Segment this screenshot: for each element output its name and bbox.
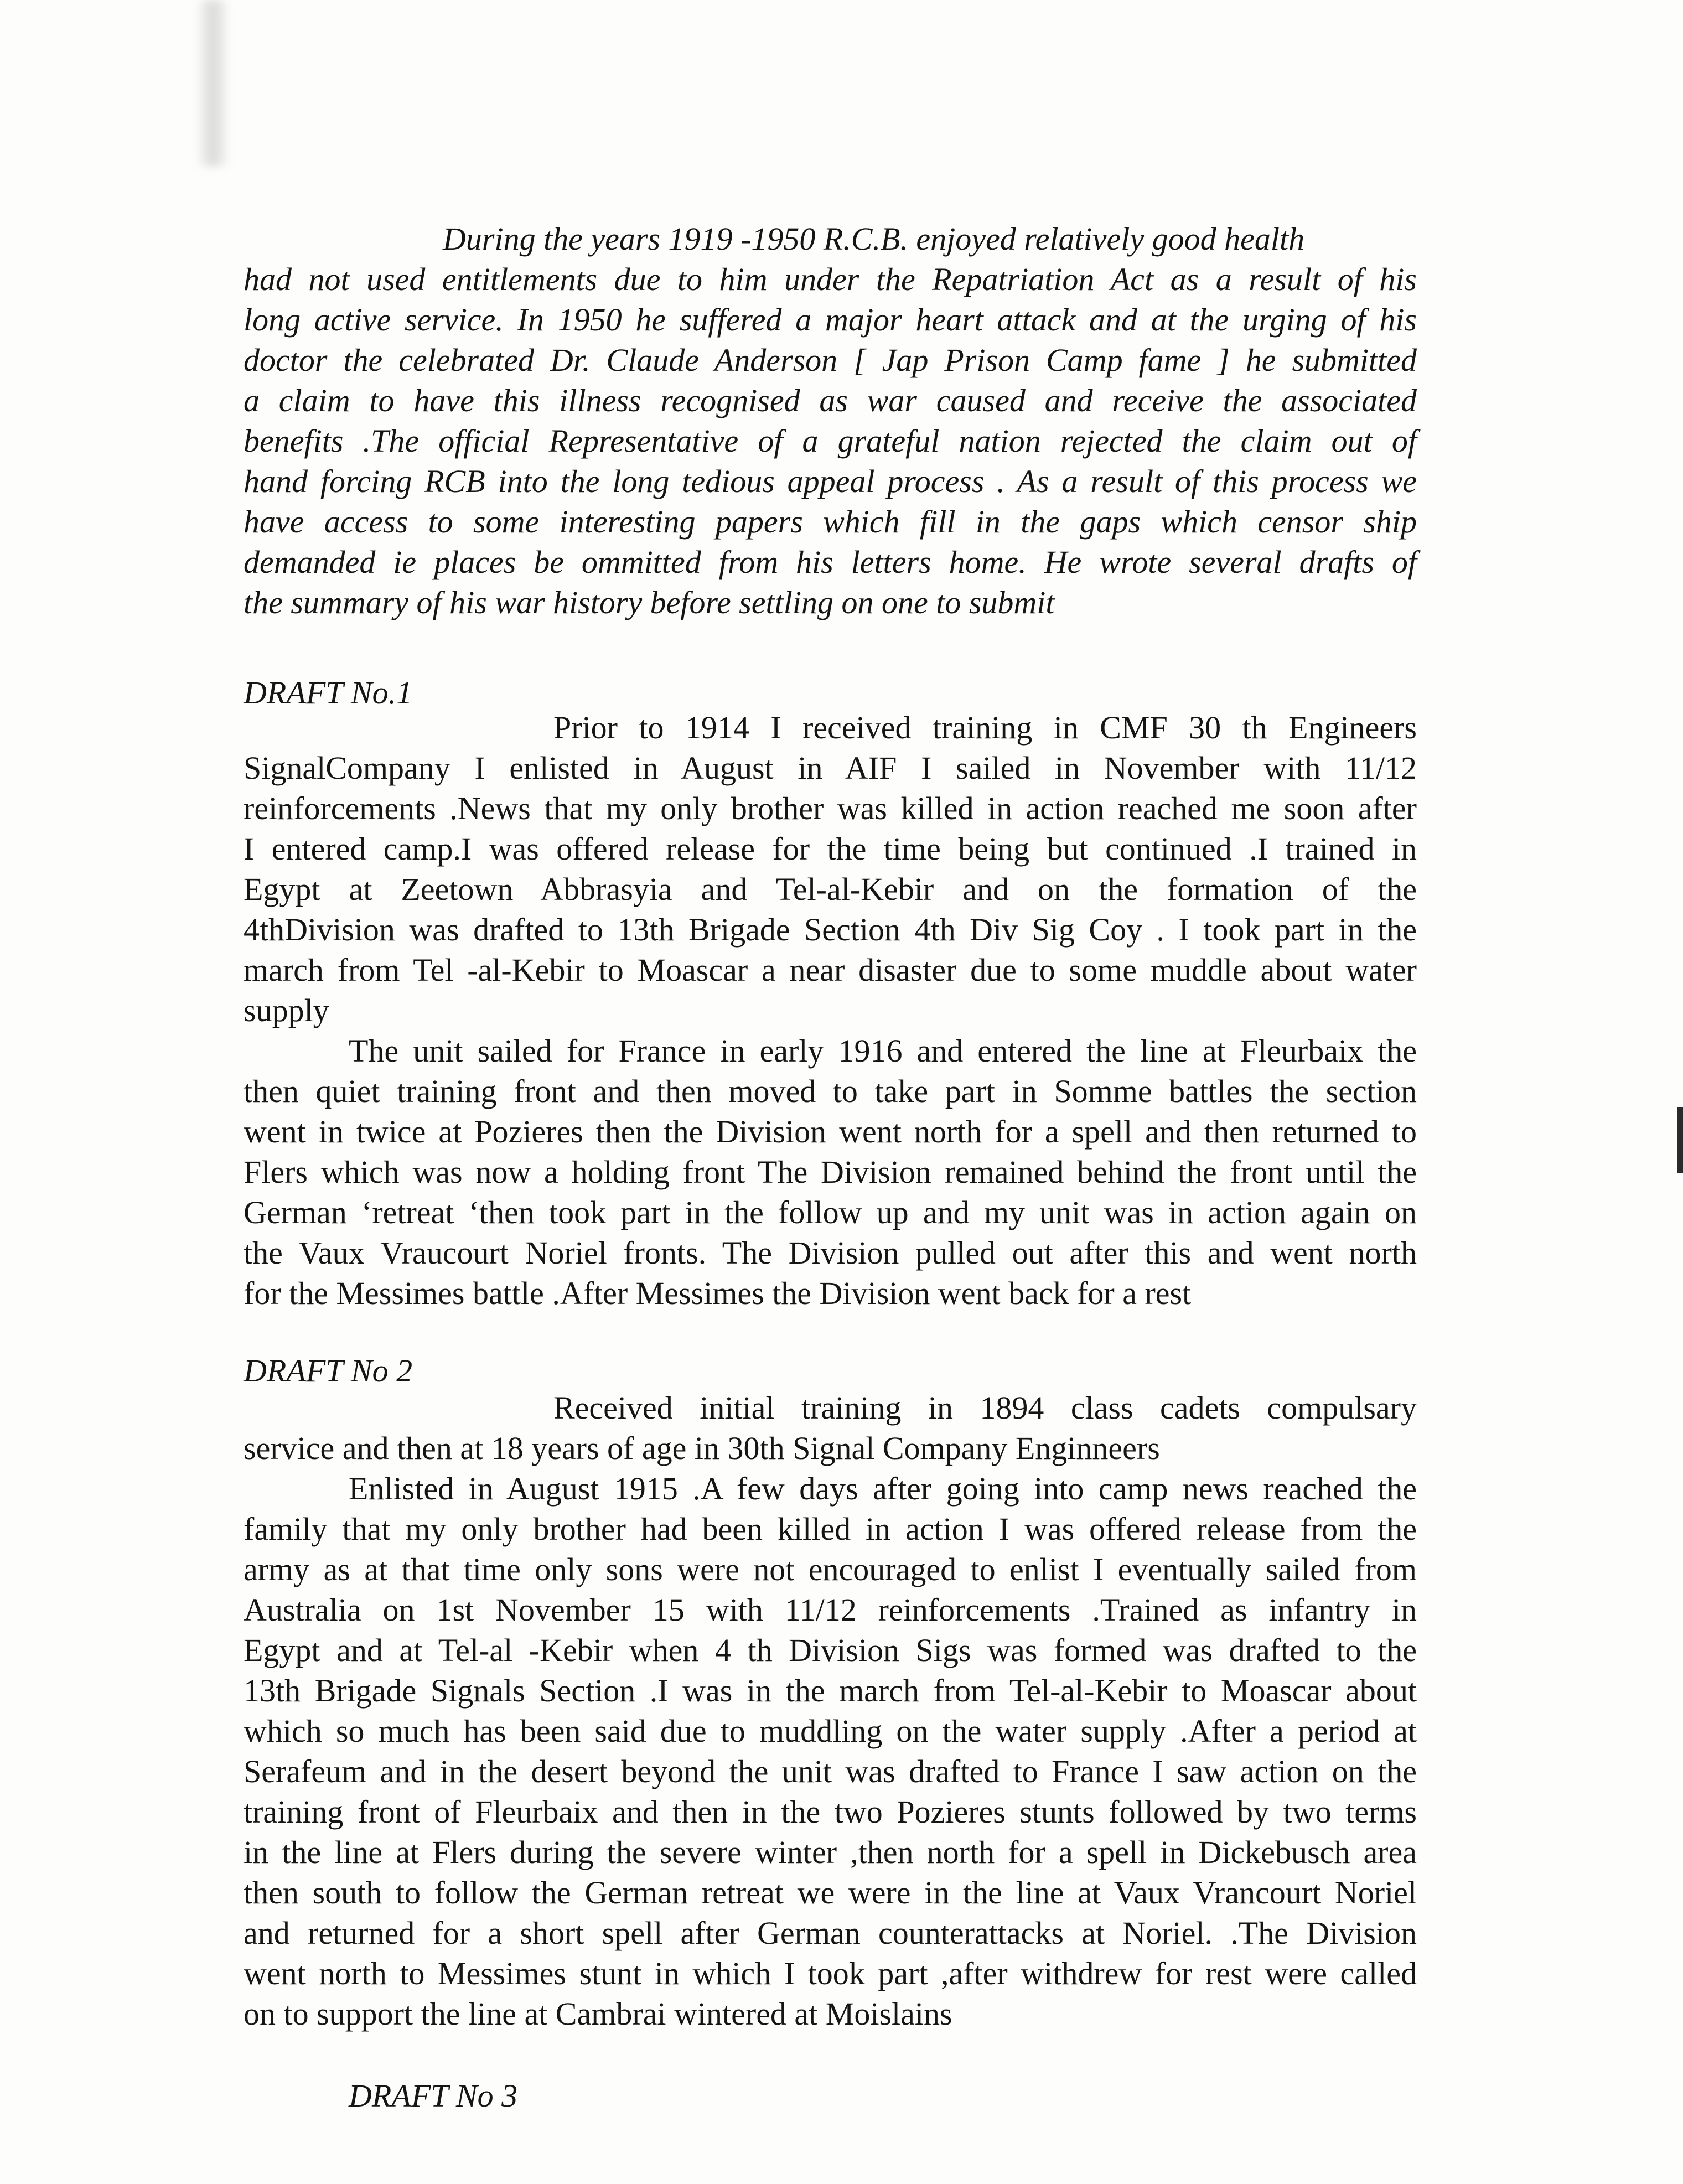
draft-2-line: then south to follow the German retreat we were in the line at Vaux Vrancourt Noriel: [244, 1875, 1417, 1911]
intro-paragraph: [244, 219, 1417, 623]
draft-2-line: Australia on 1st November 15 with 11/12 reinforcements .Trained as infantry in: [244, 1592, 1417, 1628]
intro-line: had not used entitlements due to him under the Repatriation Act as a result of his: [244, 261, 1417, 297]
draft-1-line: German ‘retreat ‘then took part in the follow up and my unit was in action again on: [244, 1194, 1417, 1230]
draft-1-line: then quiet training front and then moved to take part in Somme battles the section: [244, 1073, 1417, 1109]
draft-1-line: I entered camp.I was offered release for the time being but continued .I trained in: [244, 831, 1417, 867]
draft-2-line: Received initial training in 1894 class cadets compulsary: [553, 1390, 1417, 1426]
draft-2-heading: DRAFT No 2: [244, 1353, 413, 1389]
draft-1-line: The unit sailed for France in early 1916 and entered the line at Fleurbaix the: [349, 1033, 1417, 1069]
draft-1-line: 4thDivision was drafted to 13th Brigade Section 4th Div Sig Coy . I took part in the: [244, 912, 1417, 948]
scan-edge-mark: [1677, 1107, 1683, 1173]
intro-line: long active service. In 1950 he suffered a major heart attack and at the urging of his: [244, 302, 1417, 338]
scan-smudge: [196, 0, 230, 166]
draft-2-line: family that my only brother had been killed in action I was offered release from the: [244, 1511, 1417, 1547]
draft-1-heading: DRAFT No.1: [244, 675, 413, 711]
draft-2-line: went north to Messimes stunt in which I took part ,after withdrew for rest were called: [244, 1955, 1417, 1991]
draft-1-line: reinforcements .News that my only brother was killed in action reached me soon after: [244, 790, 1417, 826]
intro-line: demanded ie places be ommitted from his letters home. He wrote several drafts of: [244, 544, 1417, 580]
draft-2-line: Egypt and at Tel-al -Kebir when 4 th Division Sigs was formed was drafted to the: [244, 1632, 1417, 1668]
draft-2-line: Enlisted in August 1915 .A few days after going into camp news reached the: [349, 1471, 1417, 1507]
draft-1-line: march from Tel -al-Kebir to Moascar a near disaster due to some muddle about water: [244, 952, 1417, 988]
draft-1-line: Egypt at Zeetown Abbrasyia and Tel-al-Kebir and on the formation of the: [244, 871, 1417, 907]
draft-2-line: army as at that time only sons were not encouraged to enlist I eventually sailed from: [244, 1551, 1417, 1587]
draft-1-line: for the Messimes battle .After Messimes the Division went back for a rest: [244, 1275, 1192, 1311]
intro-line: the summary of his war history before settling on one to submit: [244, 584, 1055, 620]
draft-2-line: on to support the line at Cambrai wintered at Moislains: [244, 1996, 952, 2032]
intro-line: doctor the celebrated Dr. Claude Anderson [ Jap Prison Camp fame ] he submitted: [244, 342, 1417, 378]
draft-1-line: the Vaux Vraucourt Noriel fronts. The Division pulled out after this and went north: [244, 1235, 1417, 1271]
draft-1-line: went in twice at Pozieres then the Division went north for a spell and then returned to: [244, 1114, 1417, 1150]
draft-1-line: supply: [244, 992, 329, 1028]
draft-1-line: Prior to 1914 I received training in CMF 30 th Engineers: [553, 710, 1417, 746]
draft-2-line: service and then at 18 years of age in 30th Signal Company Enginneers: [244, 1430, 1160, 1466]
draft-2-line: 13th Brigade Signals Section .I was in the march from Tel-al-Kebir to Moascar about: [244, 1673, 1417, 1709]
draft-2-body: [244, 1388, 1417, 2034]
draft-1-line: Flers which was now a holding front The Division remained behind the front until the: [244, 1154, 1417, 1190]
draft-2-line: training front of Fleurbaix and then in the two Pozieres stunts followed by two terms: [244, 1794, 1417, 1830]
intro-line: hand forcing RCB into the long tedious appeal process . As a result of this process we: [244, 463, 1417, 499]
intro-line: a claim to have this illness recognised as war caused and receive the associated: [244, 382, 1417, 418]
draft-2-line: and returned for a short spell after German counterattacks at Noriel. .The Division: [244, 1915, 1417, 1951]
draft-1-line: SignalCompany I enlisted in August in AIF I sailed in November with 11/12: [244, 750, 1417, 786]
draft-2-line: Serafeum and in the desert beyond the unit was drafted to France I saw action on the: [244, 1753, 1417, 1789]
intro-line: have access to some interesting papers which fill in the gaps which censor ship: [244, 504, 1417, 540]
draft-2-line: which so much has been said due to muddling on the water supply .After a period at: [244, 1713, 1417, 1749]
intro-line: During the years 1919 -1950 R.C.B. enjoyed relatively good health: [443, 221, 1305, 257]
draft-2-line: in the line at Flers during the severe winter ,then north for a spell in Dickebusch area: [244, 1834, 1417, 1870]
intro-line: benefits .The official Representative of a grateful nation rejected the claim out of: [244, 423, 1417, 459]
draft-3-heading: DRAFT No 3: [349, 2078, 518, 2114]
draft-1-body: [244, 707, 1417, 1313]
